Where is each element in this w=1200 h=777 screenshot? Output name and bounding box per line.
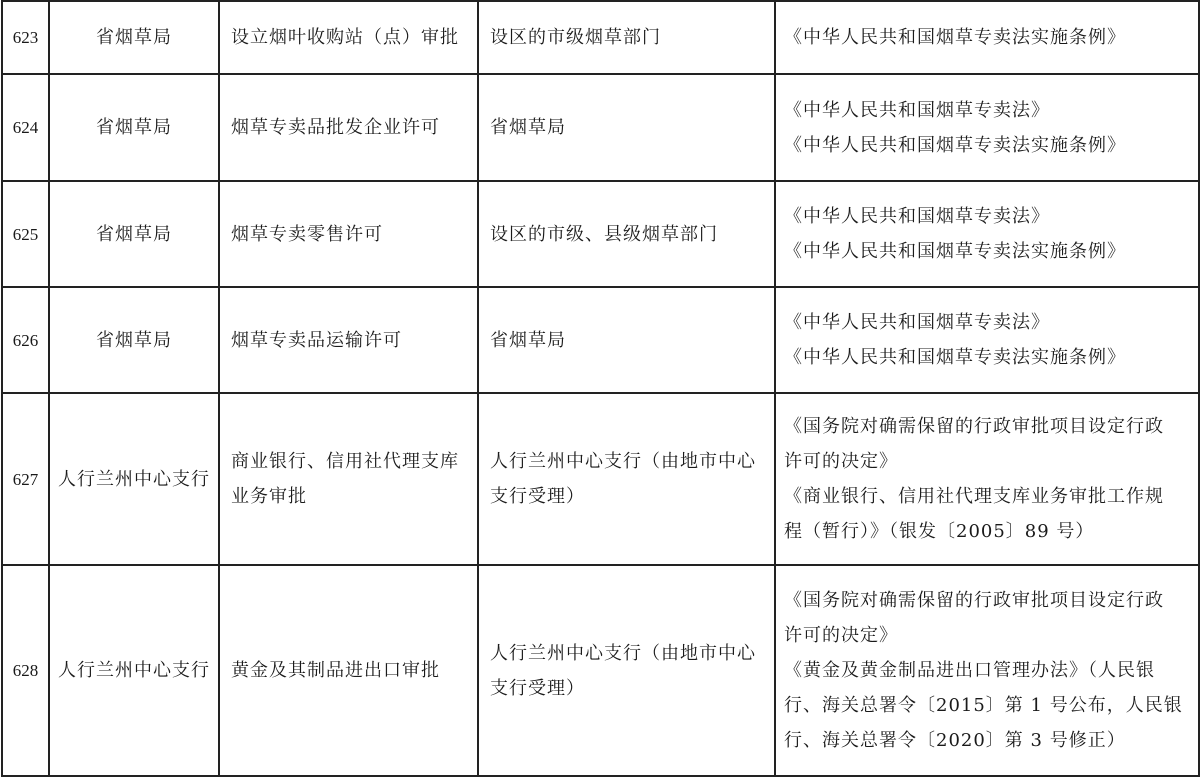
implementing-body-line: 人行兰州中心支行（由地市中心 [490, 451, 756, 472]
department: 省烟草局 [49, 1, 219, 74]
implementing-body-line: 支行受理） [490, 486, 585, 507]
legal-basis-line: 《中华人民共和国烟草专卖法》 [784, 312, 1050, 333]
item-number: 627 [2, 393, 49, 565]
implementing-body-line: 省烟草局 [490, 329, 566, 351]
approval-item [219, 1, 478, 74]
implementing-body [478, 1, 775, 74]
legal-basis [775, 565, 1199, 776]
item-number: 624 [2, 74, 49, 181]
legal-basis-line: 行、海关总署令〔2020〕第 3 号修正） [784, 730, 1126, 751]
legal-basis-line: 《商业银行、信用社代理支库业务审批工作规 [784, 486, 1164, 507]
table-row [2, 393, 1199, 565]
legal-basis-line: 《国务院对确需保留的行政审批项目设定行政 [784, 590, 1164, 611]
implementing-body [478, 565, 775, 776]
approval-item-line: 烟草专卖零售许可 [231, 223, 383, 245]
approval-item-line: 商业银行、信用社代理支库 [231, 451, 459, 472]
approval-item [219, 74, 478, 181]
table-row [2, 1, 1199, 74]
legal-basis-line: 《中华人民共和国烟草专卖法实施条例》 [784, 27, 1126, 48]
implementing-body [478, 287, 775, 393]
department: 人行兰州中心支行 [49, 393, 219, 565]
table-row [2, 74, 1199, 181]
legal-basis-line: 程（暂行）》（银发〔2005〕89 号） [784, 521, 1095, 542]
implementing-body-line: 省烟草局 [490, 117, 566, 138]
legal-basis-line: 《中华人民共和国烟草专卖法》 [784, 206, 1050, 227]
implementing-body-line: 人行兰州中心支行（由地市中心 [490, 642, 756, 664]
department: 省烟草局 [49, 74, 219, 181]
table-row [2, 287, 1199, 393]
implementing-body [478, 74, 775, 181]
approval-item-line: 烟草专卖品批发企业许可 [231, 117, 440, 138]
item-number: 628 [2, 565, 49, 776]
legal-basis-line: 《国务院对确需保留的行政审批项目设定行政 [784, 416, 1164, 437]
implementing-body [478, 181, 775, 287]
legal-basis [775, 393, 1199, 565]
approval-item-line: 设立烟叶收购站（点）审批 [231, 27, 459, 48]
implementing-body-line: 设区的市级烟草部门 [490, 27, 661, 48]
legal-basis [775, 74, 1199, 181]
table-row [2, 181, 1199, 287]
legal-basis-line: 许可的决定》 [784, 625, 898, 646]
item-number: 623 [2, 1, 49, 74]
item-number: 625 [2, 181, 49, 287]
legal-basis [775, 181, 1199, 287]
implementing-body [478, 393, 775, 565]
table-row [2, 565, 1199, 776]
department: 省烟草局 [49, 287, 219, 393]
legal-basis [775, 287, 1199, 393]
department: 人行兰州中心支行 [49, 565, 219, 776]
legal-basis-line: 《中华人民共和国烟草专卖法》 [784, 99, 1050, 121]
implementing-body-line: 支行受理） [490, 677, 585, 699]
item-number: 626 [2, 287, 49, 393]
approval-item [219, 565, 478, 776]
legal-basis-line: 《中华人民共和国烟草专卖法实施条例》 [784, 241, 1126, 262]
approval-item [219, 287, 478, 393]
legal-basis [775, 1, 1199, 74]
legal-basis-line: 行、海关总署令〔2015〕第 1 号公布，人民银 [784, 695, 1183, 716]
approval-item-line: 业务审批 [231, 486, 307, 507]
approval-item [219, 181, 478, 287]
department: 省烟草局 [49, 181, 219, 287]
implementing-body-line: 设区的市级、县级烟草部门 [490, 223, 718, 245]
approval-item [219, 393, 478, 565]
approval-item-line: 黄金及其制品进出口审批 [231, 660, 440, 681]
legal-basis-line: 《中华人民共和国烟草专卖法实施条例》 [784, 347, 1126, 368]
approval-item-line: 烟草专卖品运输许可 [231, 329, 402, 351]
approval-items-table [1, 0, 1200, 777]
legal-basis-line: 《中华人民共和国烟草专卖法实施条例》 [784, 134, 1126, 156]
legal-basis-line: 《黄金及黄金制品进出口管理办法》（人民银 [784, 660, 1155, 681]
legal-basis-line: 许可的决定》 [784, 451, 898, 472]
